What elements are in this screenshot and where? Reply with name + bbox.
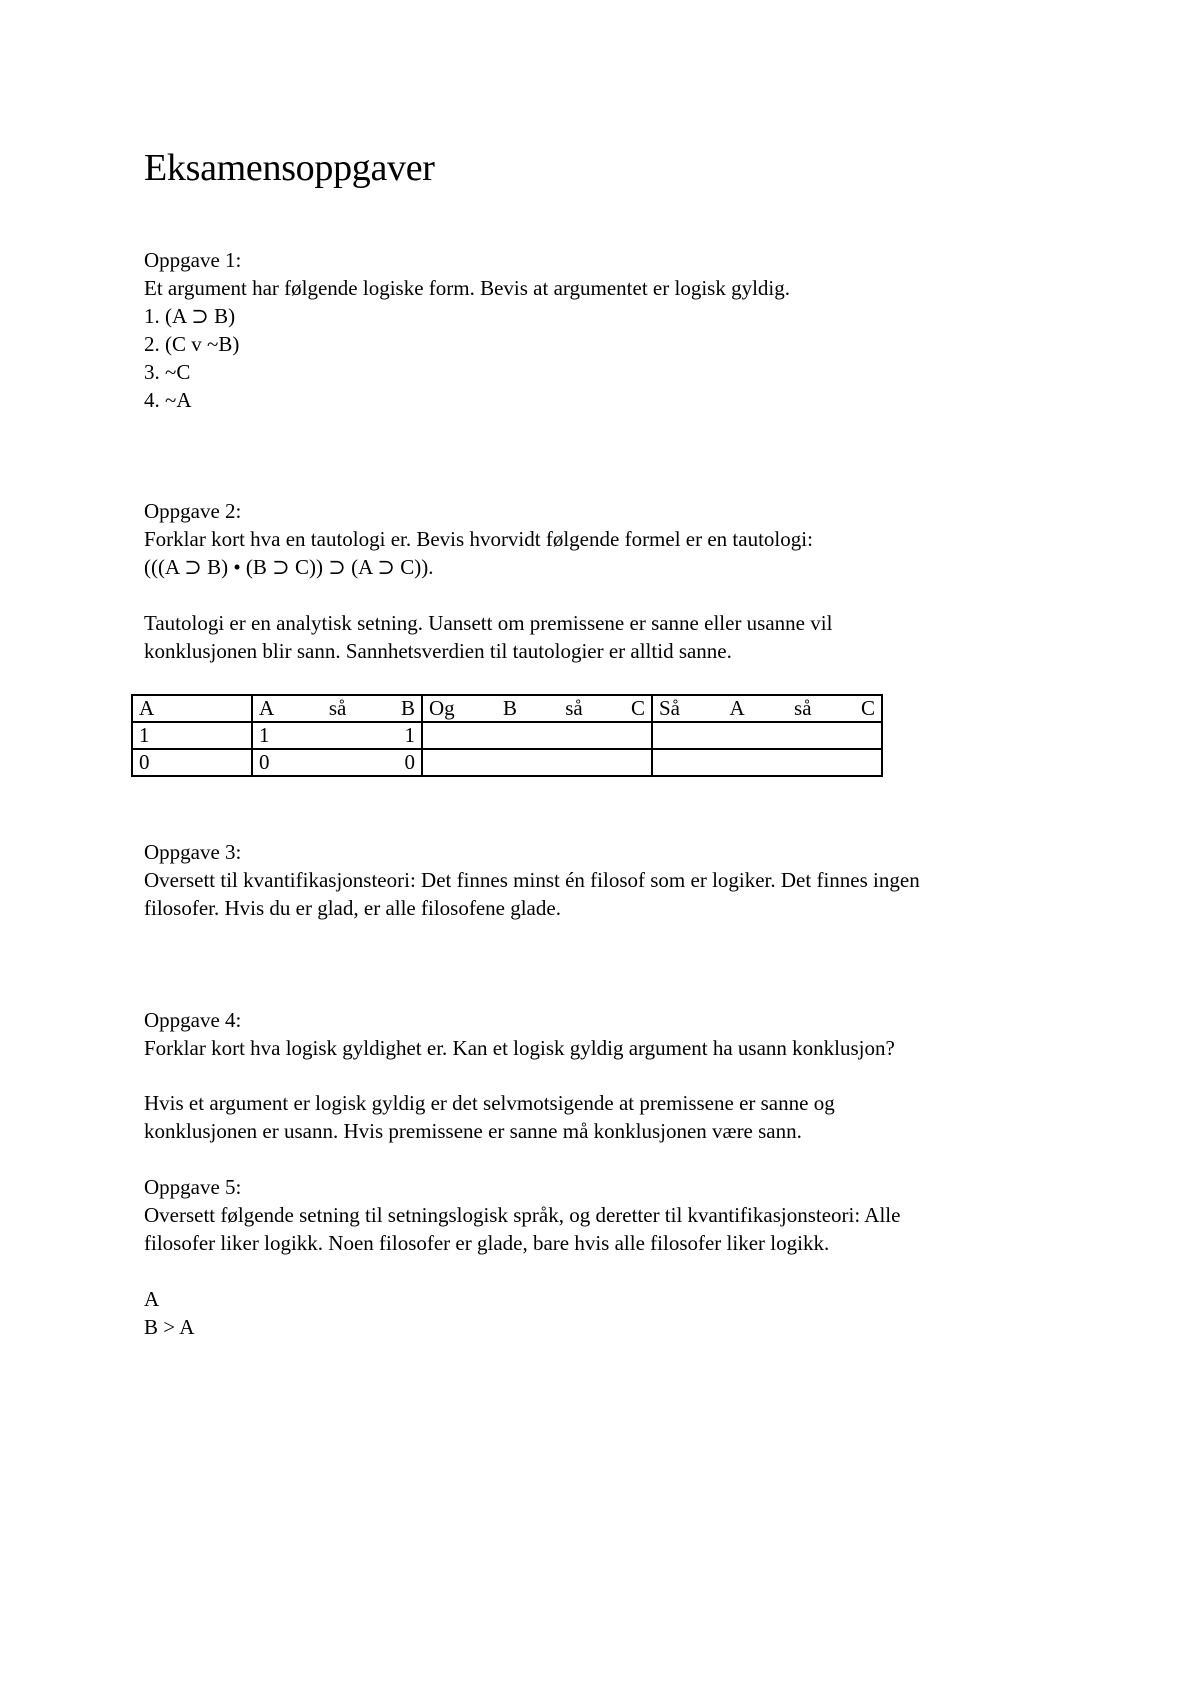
- premise-1: 1. (A ⊃ B): [144, 304, 236, 328]
- task-4: [144, 1006, 895, 1062]
- task-5-answer-line-1: A: [144, 1287, 160, 1311]
- task-4-heading: Oppgave 4:: [144, 1008, 242, 1032]
- table-cell: A: [132, 695, 252, 722]
- table-row: [132, 749, 882, 776]
- page-title: Eksamensoppgaver: [144, 147, 435, 189]
- table-cell-part: så: [565, 696, 583, 720]
- table-cell-part: C: [860, 696, 875, 720]
- task-2-answer-line-1: Tautologi er en analytisk setning. Uansett om premissene er sanne eller usanne vil: [144, 611, 833, 635]
- table-cell: [422, 695, 652, 722]
- task-3-line-2: filosofer. Hvis du er glad, er alle filosofene glade.: [144, 896, 561, 920]
- table-cell: [422, 749, 652, 776]
- table-cell-part: 0: [259, 750, 270, 774]
- task-3-heading: Oppgave 3:: [144, 840, 242, 864]
- table-cell-part: 0: [404, 750, 415, 774]
- table-cell: [652, 695, 882, 722]
- task-2-heading: Oppgave 2:: [144, 499, 242, 523]
- table-cell-part: 1: [404, 723, 415, 747]
- task-4-answer: [144, 1089, 835, 1145]
- table-cell: [652, 722, 882, 749]
- table-cell-part: 1: [259, 723, 270, 747]
- table-cell: 1: [132, 722, 252, 749]
- task-2-answer: [144, 609, 832, 665]
- table-cell-part: Så: [659, 696, 680, 720]
- table-cell: [422, 722, 652, 749]
- task-4-answer-line-2: konklusjonen er usann. Hvis premissene er sanne må konklusjonen være sann.: [144, 1119, 802, 1143]
- table-cell-part: B: [502, 696, 517, 720]
- task-5-answer: [144, 1285, 194, 1341]
- table-cell: [252, 695, 422, 722]
- premise-3: 3. ~C: [144, 360, 191, 384]
- table-cell: 0: [132, 749, 252, 776]
- task-5-answer-line-2: B > A: [144, 1315, 195, 1339]
- table-cell-part: så: [328, 696, 347, 720]
- task-2-text: Forklar kort hva en tautologi er. Bevis hvorvidt følgende formel er en tautologi:: [144, 527, 813, 551]
- task-4-text: Forklar kort hva logisk gyldighet er. Kan et logisk gyldig argument ha usann konklusjon?: [144, 1036, 895, 1060]
- premise-2: 2. (C v ~B): [144, 332, 240, 356]
- task-4-answer-line-1: Hvis et argument er logisk gyldig er det selvmotsigende at premissene er sanne og: [144, 1091, 835, 1115]
- table-cell-part: C: [630, 696, 645, 720]
- table-cell-part: Og: [429, 696, 455, 720]
- task-3-line-1: Oversett til kvantifikasjonsteori: Det finnes minst én filosof som er logiker. Det finnes ingen: [144, 868, 920, 892]
- task-5: [144, 1173, 900, 1257]
- task-5-heading: Oppgave 5:: [144, 1175, 242, 1199]
- table-cell-part: B: [400, 696, 415, 720]
- task-1-text: Et argument har følgende logiske form. Bevis at argumentet er logisk gyldig.: [144, 276, 790, 300]
- table-cell: [652, 749, 882, 776]
- task-3: [144, 838, 920, 922]
- task-1: [144, 246, 790, 414]
- task-2-formula: (((A ⊃ B) • (B ⊃ C)) ⊃ (A ⊃ C)).: [144, 555, 434, 579]
- task-1-heading: Oppgave 1:: [144, 248, 242, 272]
- task-2: [144, 497, 813, 581]
- table-cell-part: så: [794, 696, 812, 720]
- task-5-line-2: filosofer liker logikk. Noen filosofer er glade, bare hvis alle filosofer liker logikk.: [144, 1231, 830, 1255]
- conclusion: 4. ~A: [144, 388, 192, 412]
- task-2-answer-line-2: konklusjonen blir sann. Sannhetsverdien til tautologier er alltid sanne.: [144, 639, 732, 663]
- table-cell-part: A: [259, 696, 275, 720]
- table-header-row: [132, 695, 882, 722]
- table-cell: [252, 722, 422, 749]
- table-cell-part: A: [729, 696, 745, 720]
- task-5-line-1: Oversett følgende setning til setningslogisk språk, og deretter til kvantifikasjonsteori: Alle: [144, 1203, 901, 1227]
- table-row: [132, 722, 882, 749]
- truth-table: [131, 694, 883, 777]
- table-cell: [252, 749, 422, 776]
